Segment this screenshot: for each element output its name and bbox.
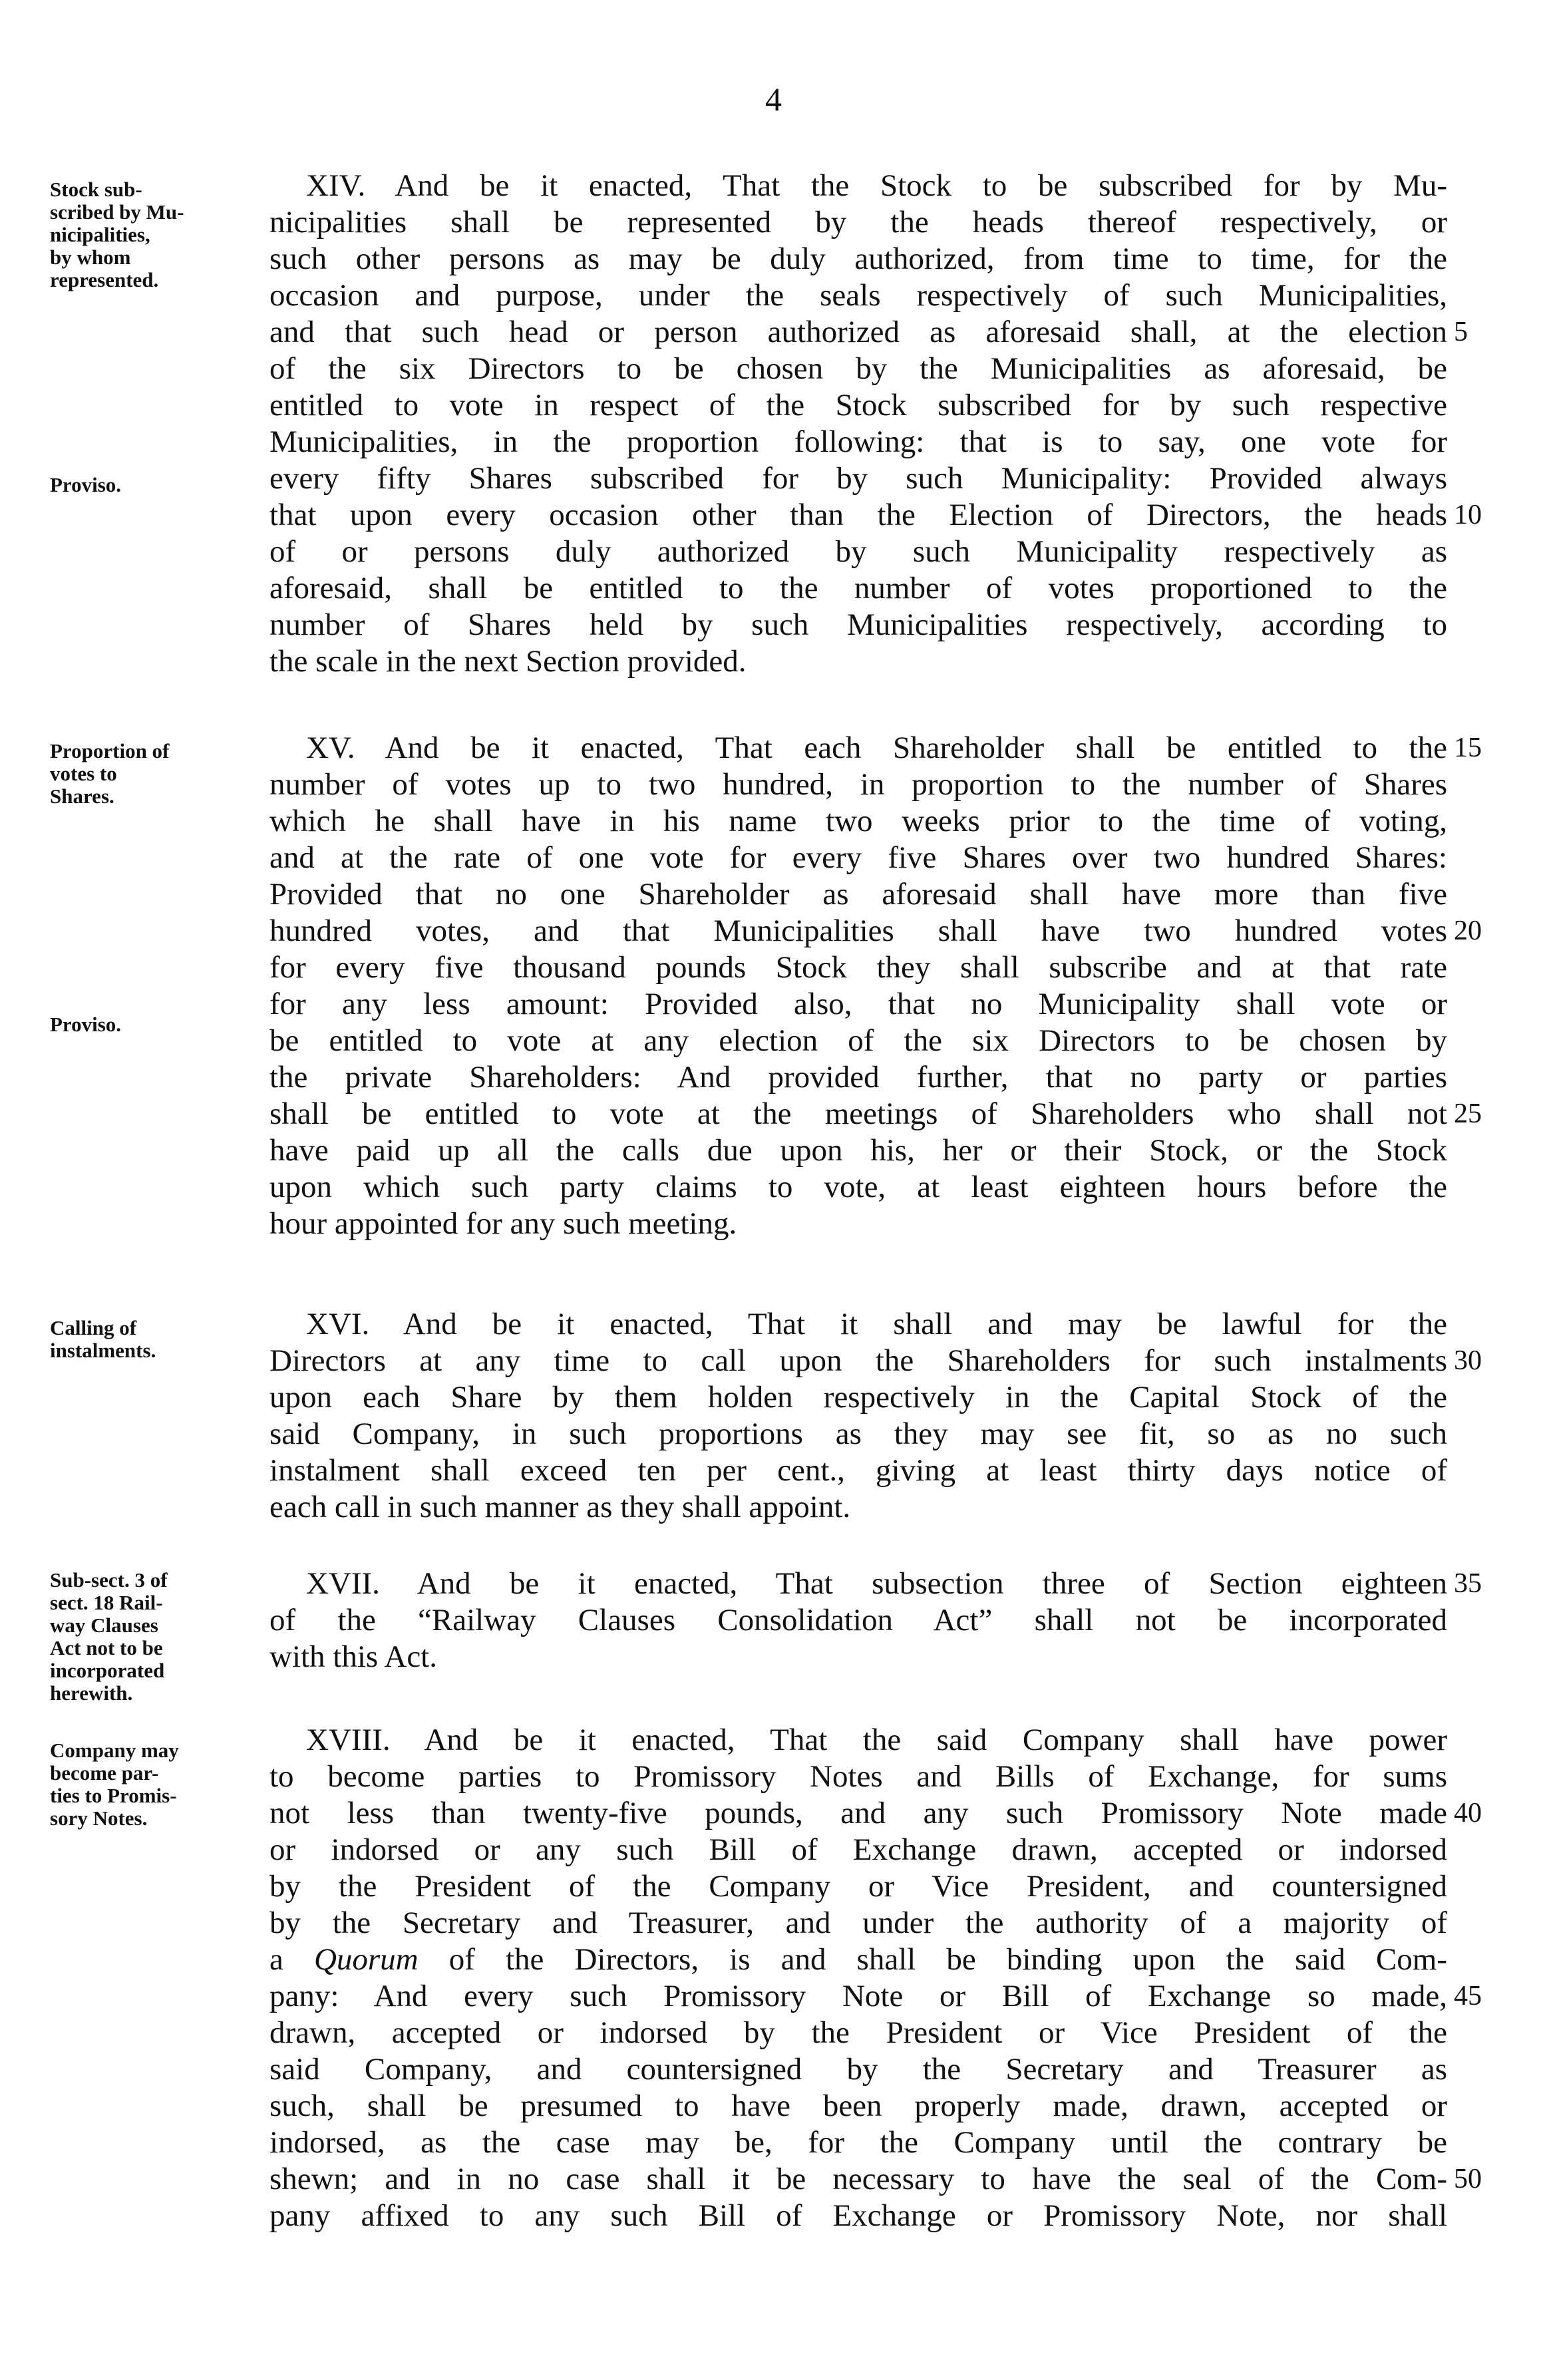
body-line: hundred votes, and that Municipalities shall have two hundred votes <box>269 914 1447 948</box>
margin-note-company-promissory <box>50 1739 263 1830</box>
margin-note-line: sect. 18 Rail- <box>50 1591 163 1614</box>
margin-note-sub-sect-3 <box>50 1569 263 1705</box>
margin-note-calling-of-instalments <box>50 1317 263 1362</box>
body-line: the scale in the next Section provided. <box>269 644 747 679</box>
line-number: 30 <box>1454 1345 1482 1376</box>
margin-note-line: Sub-sect. 3 of <box>50 1568 168 1592</box>
margin-note-proviso-1 <box>50 474 263 496</box>
line-number: 5 <box>1454 317 1468 347</box>
body-line: by the Secretary and Treasurer, and under the authority of a majority of <box>269 1906 1447 1940</box>
body-line: and that such head or person authorized as aforesaid shall, at the election <box>269 315 1447 349</box>
body-line: XV. And be it enacted, That each Shareholder shall be entitled to the <box>306 731 1447 765</box>
body-line: drawn, accepted or indorsed by the President or Vice President of the <box>269 2015 1447 2050</box>
body-line: Directors at any time to call upon the Shareholders for such instalments <box>269 1343 1447 1378</box>
body-line: by the President of the Company or Vice President, and countersigned <box>269 1869 1447 1904</box>
body-line: XIV. And be it enacted, That the Stock to be subscribed for by Mu- <box>306 168 1447 203</box>
margin-note-line: Proportion of <box>50 739 170 763</box>
body-line: the private Shareholders: And provided further, that no party or parties <box>269 1060 1447 1095</box>
body-line: have paid up all the calls due upon his, her or their Stock, or the Stock <box>269 1133 1447 1168</box>
body-line: not less than twenty-five pounds, and any such Promissory Note made <box>269 1796 1447 1830</box>
body-line: upon which such party claims to vote, at least eighteen hours before the <box>269 1170 1447 1204</box>
margin-note-line: Proviso. <box>50 473 122 496</box>
margin-note-line: votes to <box>50 762 117 785</box>
body-line: said Company, in such proportions as they may see fit, so as no such <box>269 1417 1447 1451</box>
body-line: entitled to vote in respect of the Stock subscribed for by such respective <box>269 388 1447 423</box>
body-line: which he shall have in his name two weeks prior to the time of voting, <box>269 804 1447 838</box>
margin-note-line: represented. <box>50 268 159 291</box>
margin-note-line: become par- <box>50 1761 159 1785</box>
line-number: 35 <box>1454 1568 1482 1599</box>
body-line: hour appointed for any such meeting. <box>269 1206 737 1241</box>
page-number: 4 <box>765 81 782 118</box>
quorum-italic: Quorum <box>313 1942 419 1977</box>
margin-note-line: Shares. <box>50 784 114 808</box>
margin-note-line: Calling of <box>50 1316 137 1339</box>
line-number: 25 <box>1454 1099 1482 1129</box>
body-line: for every five thousand pounds Stock they shall subscribe and at that rate <box>269 950 1447 985</box>
body-line: of the “Railway Clauses Consolidation Act” shall not be incorporated <box>269 1603 1447 1637</box>
line-number: 40 <box>1454 1798 1482 1828</box>
margin-note-line: Proviso. <box>50 1013 122 1036</box>
margin-note-line: Act not to be <box>50 1636 163 1659</box>
body-line: said Company, and countersigned by the Secretary and Treasurer as <box>269 2052 1447 2087</box>
body-line: pany affixed to any such Bill of Exchange or Promissory Note, nor shall <box>269 2198 1447 2233</box>
body-line: that upon every occasion other than the Election of Directors, the heads <box>269 498 1447 532</box>
body-line: Municipalities, in the proportion following: that is to say, one vote for <box>269 425 1447 459</box>
margin-note-proviso-2 <box>50 1013 263 1036</box>
body-line: such other persons as may be duly authorized, from time to time, for the <box>269 242 1447 276</box>
margin-note-stock-subscribed <box>50 178 263 291</box>
margin-note-line: Company may <box>50 1739 179 1762</box>
body-line: XVII. And be it enacted, That subsection three of Section eighteen <box>306 1566 1447 1601</box>
body-line: with this Act. <box>269 1639 437 1674</box>
line-number: 50 <box>1454 2164 1482 2194</box>
body-line: for any less amount: Provided also, that no Municipality shall vote or <box>269 987 1447 1021</box>
body-line: shewn; and in no case shall it be necessary to have the seal of the Com- <box>269 2162 1447 2196</box>
margin-note-proportion-of-votes <box>50 740 263 808</box>
body-line: of or persons duly authorized by such Municipality respectively as <box>269 534 1447 569</box>
body-line: pany: And every such Promissory Note or Bill of Exchange so made, <box>269 1979 1447 2013</box>
margin-note-line: by whom <box>50 246 131 269</box>
line-number: 45 <box>1454 1981 1482 2011</box>
body-line: such, shall be presumed to have been properly made, drawn, accepted or <box>269 2089 1447 2123</box>
body-line: a Quorum of the Directors, is and shall be binding upon the said Com- <box>269 1942 1447 1977</box>
line-number: 20 <box>1454 916 1482 946</box>
margin-note-line: herewith. <box>50 1681 133 1705</box>
body-line: number of Shares held by such Municipalities respectively, according to <box>269 607 1447 642</box>
margin-note-line: ties to Promis- <box>50 1784 177 1807</box>
margin-note-line: incorporated <box>50 1659 165 1682</box>
body-line: number of votes up to two hundred, in proportion to the number of Shares <box>269 767 1447 802</box>
margin-note-line: scribed by Mu- <box>50 200 184 224</box>
body-line: upon each Share by them holden respectively in the Capital Stock of the <box>269 1380 1447 1415</box>
margin-note-line: Stock sub- <box>50 178 142 201</box>
body-line: every fifty Shares subscribed for by such Municipality: Provided always <box>269 461 1447 496</box>
body-line: XVI. And be it enacted, That it shall and may be lawful for the <box>306 1307 1447 1341</box>
margin-note-line: sory Notes. <box>50 1806 148 1830</box>
body-line: indorsed, as the case may be, for the Company until the contrary be <box>269 2125 1447 2160</box>
body-line: each call in such manner as they shall appoint. <box>269 1490 851 1524</box>
margin-note-line: nicipalities, <box>50 223 150 246</box>
body-line: and at the rate of one vote for every five Shares over two hundred Shares: <box>269 840 1447 875</box>
body-line: or indorsed or any such Bill of Exchange drawn, accepted or indorsed <box>269 1832 1447 1867</box>
margin-note-line: way Clauses <box>50 1614 158 1637</box>
body-line: be entitled to vote at any election of the six Directors to be chosen by <box>269 1023 1447 1058</box>
body-line: nicipalities shall be represented by the heads thereof respectively, or <box>269 205 1447 240</box>
body-line: XVIII. And be it enacted, That the said Company shall have power <box>306 1723 1447 1757</box>
body-line: aforesaid, shall be entitled to the number of votes proportioned to the <box>269 571 1447 605</box>
body-line: Provided that no one Shareholder as aforesaid shall have more than five <box>269 877 1447 912</box>
body-line: to become parties to Promissory Notes and Bills of Exchange, for sums <box>269 1759 1447 1794</box>
body-line: occasion and purpose, under the seals respectively of such Municipalities, <box>269 278 1447 313</box>
margin-note-line: instalments. <box>50 1339 156 1362</box>
line-number: 15 <box>1454 733 1482 763</box>
body-line: of the six Directors to be chosen by the Municipalities as aforesaid, be <box>269 351 1447 386</box>
line-number: 10 <box>1454 500 1482 530</box>
body-line: instalment shall exceed ten per cent., giving at least thirty days notice of <box>269 1453 1447 1488</box>
body-line: shall be entitled to vote at the meetings of Shareholders who shall not <box>269 1097 1447 1131</box>
